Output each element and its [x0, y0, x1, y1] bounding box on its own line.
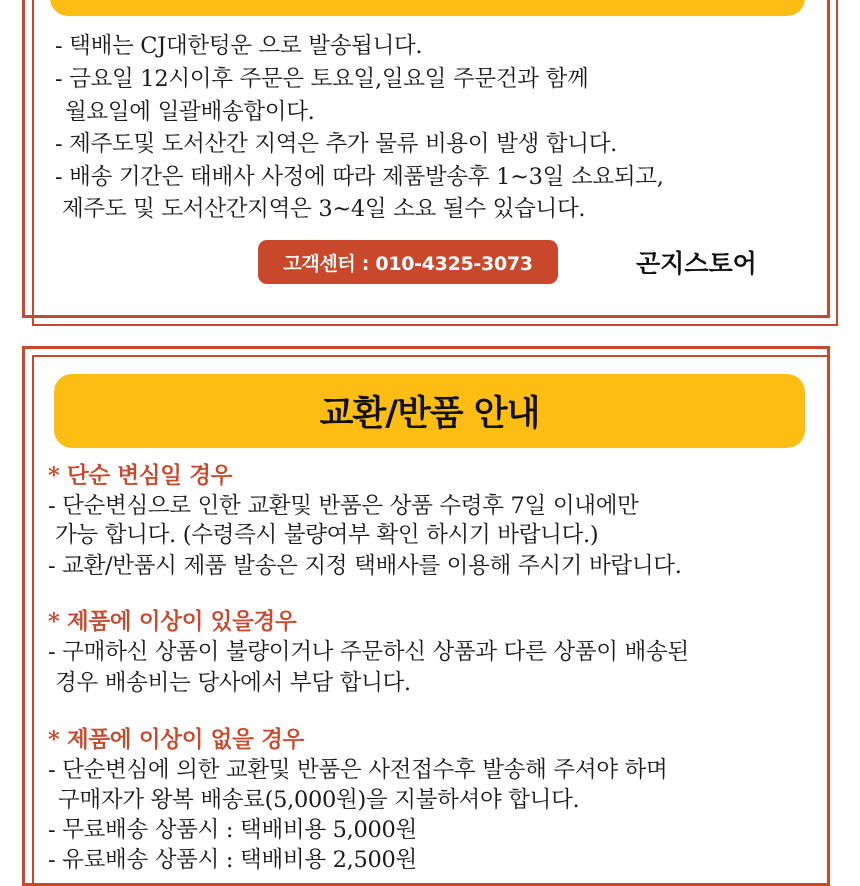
shipping-line-4: - 제주도및 도서산간 지역은 추가 물류 비용이 발생 합니다.: [55, 131, 617, 157]
no-defect-line-4: - 유료배송 상품시 : 택배비용 2,500원: [48, 847, 417, 873]
returns-title: 교환/반품 안내: [319, 393, 540, 434]
simple-change-line-2: 가능 합니다. (수령즉시 불량여부 확인 하시기 바랍니다.): [55, 522, 599, 548]
shipping-title-banner: [50, 0, 805, 16]
shipping-line-1: - 택배는 CJ대한텅운 으로 발송됩니다.: [55, 33, 423, 59]
customer-center-button[interactable]: 고객센터 : 010-4325-3073: [258, 240, 558, 284]
section-heading-simple-change: * 단순 변심일 경우: [48, 463, 233, 489]
defective-line-2: 경우 배송비는 당사에서 부담 합니다.: [55, 670, 411, 696]
no-defect-line-2: 구매자가 왕복 배송료(5,000원)을 지불하셔야 합니다.: [58, 787, 580, 813]
shipping-line-6: 제주도 및 도서산간지역은 3~4일 소요 될수 있습니다.: [62, 196, 586, 222]
shipping-line-2: - 금요일 12시이후 주문은 토요일,일요일 주문건과 함께: [55, 66, 589, 92]
shipping-line-3: 월요일에 일괄배송합이다.: [65, 99, 315, 125]
shipping-line-5: - 배송 기간은 태배사 사정에 따라 제품발송후 1~3일 소요되고,: [55, 164, 664, 190]
section-heading-defective: * 제품에 이상이 있을경우: [48, 609, 297, 635]
store-name: 곤지스토어: [636, 249, 757, 278]
section-heading-no-defect: * 제품에 이상이 없을 경우: [48, 727, 304, 753]
simple-change-line-1: - 단순변심으로 인한 교환및 반품은 상품 수령후 7일 이내에만: [48, 493, 639, 519]
no-defect-line-3: - 무료배송 상품시 : 택배비용 5,000원: [48, 817, 417, 843]
defective-line-1: - 구매하신 상품이 불량이거나 주문하신 상품과 다른 상품이 배송된: [48, 639, 689, 665]
simple-change-line-3: - 교환/반품시 제품 발송은 지정 택배사를 이용해 주시기 바랍니다.: [48, 553, 682, 579]
returns-title-banner: [54, 374, 805, 448]
no-defect-line-1: - 단순변심에 의한 교환및 반품은 사전접수후 발송해 주셔야 하며: [48, 757, 668, 783]
